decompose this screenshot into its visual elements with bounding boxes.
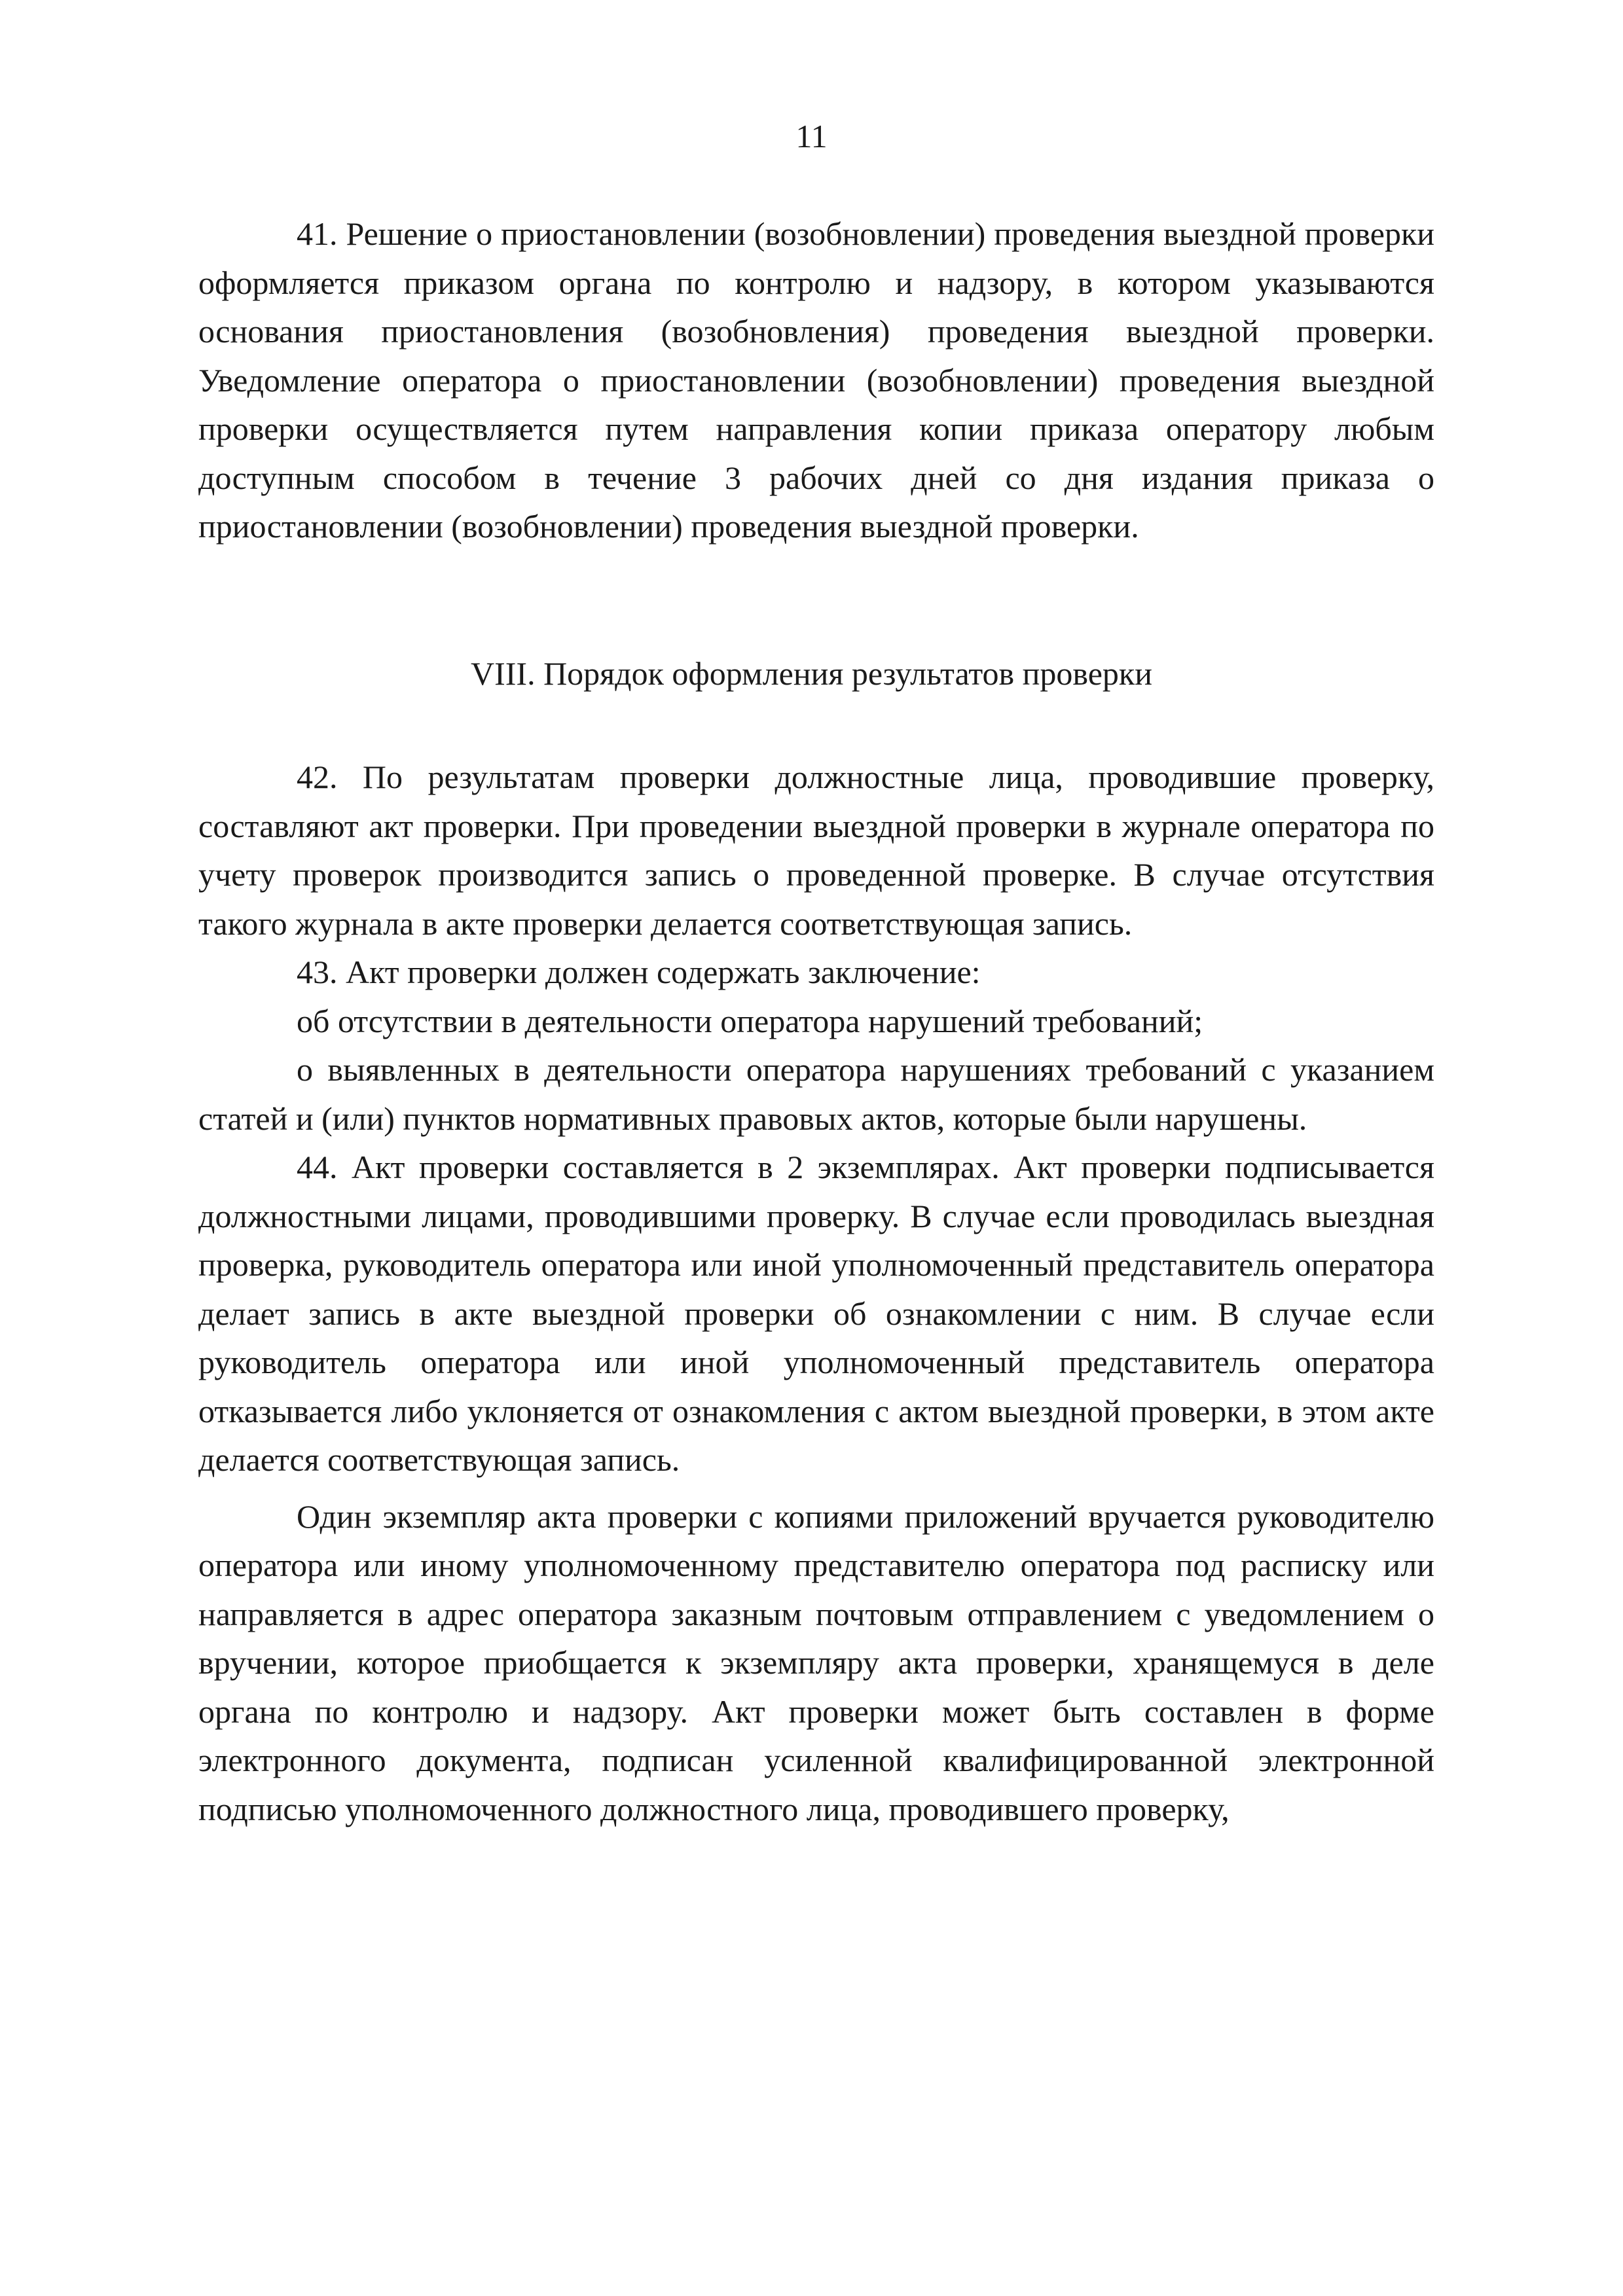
paragraph-41: 41. Решение о приостановлении (возобновлении) проведения выездной проверки оформляется приказом органа по контролю и надзору, в котором указываются основания приостановления (возобновления) проведения выездной проверки. Уведомление оператора о приостановлении (возобновлении) проведения выездной проверки осуществляется путем направления копии приказа оператору любым доступным способом в течение 3 рабочих дней со дня издания приказа о приостановлении (возобновлении) проведения выездной проверки. [198, 215, 1434, 545]
section-heading: VIII. Порядок оформления результатов проверки [471, 655, 1152, 692]
document-body-top [198, 209, 1434, 551]
paragraph-43: 43. Акт проверки должен содержать заключение: [297, 954, 981, 990]
paragraph-42: 42. По результатам проверки должностные лица, проводившие проверку, составляют акт проверки. При проведении выездной проверки в журнале оператора по учету проверок производится запись о проведенной проверке. В случае отсутствия такого журнала в акте проверки делается соответствующая запись. [198, 759, 1434, 942]
page-number: 11 [795, 118, 828, 154]
document-body-main [198, 753, 1434, 1833]
paragraph-43-item-1: об отсутствии в деятельности оператора нарушений требований; [297, 1002, 1203, 1039]
paragraph-44: 44. Акт проверки составляется в 2 экземплярах. Акт проверки подписывается должностными лицами, проводившими проверку. В случае если проводилась выездная проверка, руководитель оператора или иной уполномоченный представитель оператора делает запись в акте выездной проверки об ознакомлении с ним. В случае если руководитель оператора или иной уполномоченный представитель оператора отказывается либо уклоняется от ознакомления с актом выездной проверки, в этом акте делается соответствующая запись. [198, 1149, 1434, 1478]
paragraph-43-item-2: о выявленных в деятельности оператора нарушениях требований с указанием статей и (или) пунктов нормативных правовых актов, которые были нарушены. [198, 1051, 1434, 1137]
paragraph-44-continued: Один экземпляр акта проверки с копиями приложений вручается руководителю оператора или иному уполномоченному представителю оператора под расписку или направляется в адрес оператора заказным почтовым отправлением с уведомлением о вручении, которое приобщается к экземпляру акта проверки, хранящемуся в деле органа по контролю и надзору. Акт проверки может быть составлен в форме электронного документа, подписан усиленной квалифицированной электронной подписью уполномоченного должностного лица, проводившего проверку, [198, 1498, 1434, 1827]
